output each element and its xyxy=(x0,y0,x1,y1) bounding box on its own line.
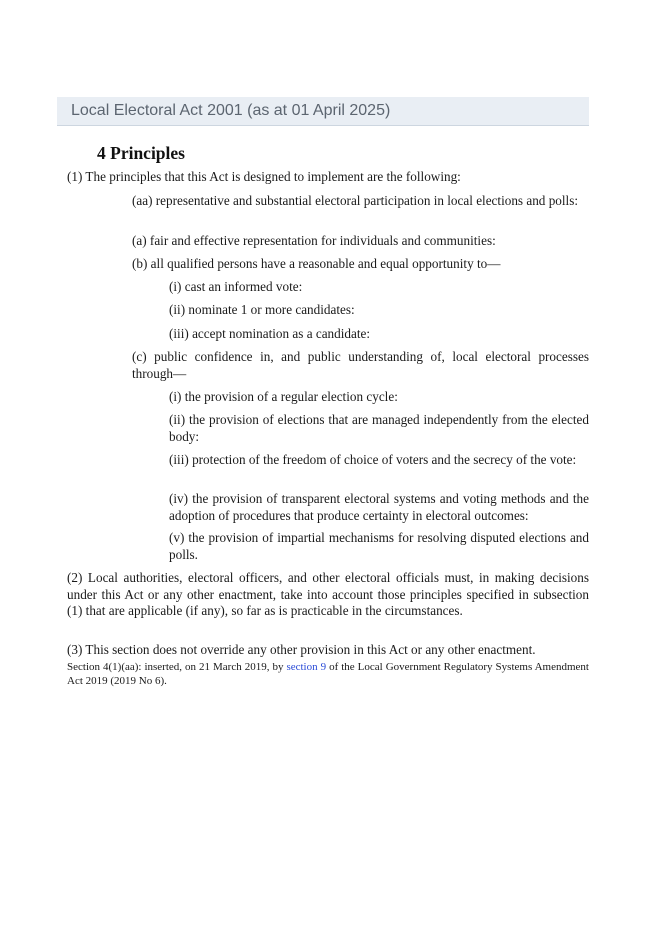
section-heading: 4 Principles xyxy=(97,143,185,163)
subsection-2: (2) Local authorities, electoral officers, and other electoral officials must, in making decisions under this Act or any other enactment, take into account those principles specified in subsection (1) that are applicable (if any), so far as is practicable in the circumstances. xyxy=(67,570,589,618)
subparagraph-b-ii: (ii) nominate 1 or more candidates: xyxy=(169,302,355,317)
section-9-link[interactable]: section 9 xyxy=(286,661,327,673)
paragraph-b: (b) all qualified persons have a reasonable and equal opportunity to— xyxy=(132,256,501,271)
subsection-1-intro: (1) The principles that this Act is designed to implement are the following: xyxy=(67,169,461,184)
running-header xyxy=(57,97,589,126)
document-title: Local Electoral Act 2001 (as at 01 April 2025) xyxy=(71,102,391,119)
subparagraph-c-iii: (iii) protection of the freedom of choice of voters and the secrecy of the vote: xyxy=(169,452,577,467)
subparagraph-c-ii: (ii) the provision of elections that are managed independently from the elected body: xyxy=(169,412,589,444)
history-note-suffix: of the Local Government Regulatory Systems Amendment Act 2019 (2019 No 6). xyxy=(67,661,589,687)
paragraph-a: (a) fair and effective representation for individuals and communities: xyxy=(132,233,496,248)
subsection-3: (3) This section does not override any other provision in this Act or any other enactment. xyxy=(67,642,536,657)
subparagraph-b-iii: (iii) accept nomination as a candidate: xyxy=(169,326,371,341)
history-note-prefix: Section 4(1)(aa): inserted, on 21 March 2019, by xyxy=(67,661,287,673)
subparagraph-b-i: (i) cast an informed vote: xyxy=(169,279,303,294)
subparagraph-c-iv: (iv) the provision of transparent electoral systems and voting methods and the adoption of procedures that produce certainty in electoral outcomes: xyxy=(169,491,589,523)
paragraph-aa: (aa) representative and substantial electoral participation in local elections and polls: xyxy=(132,193,579,208)
history-note xyxy=(67,661,589,688)
subparagraph-c-v: (v) the provision of impartial mechanisms for resolving disputed elections and polls. xyxy=(169,530,589,562)
paragraph-c: (c) public confidence in, and public understanding of, local electoral processes through— xyxy=(132,349,589,381)
subparagraph-c-i: (i) the provision of a regular election cycle: xyxy=(169,389,398,404)
